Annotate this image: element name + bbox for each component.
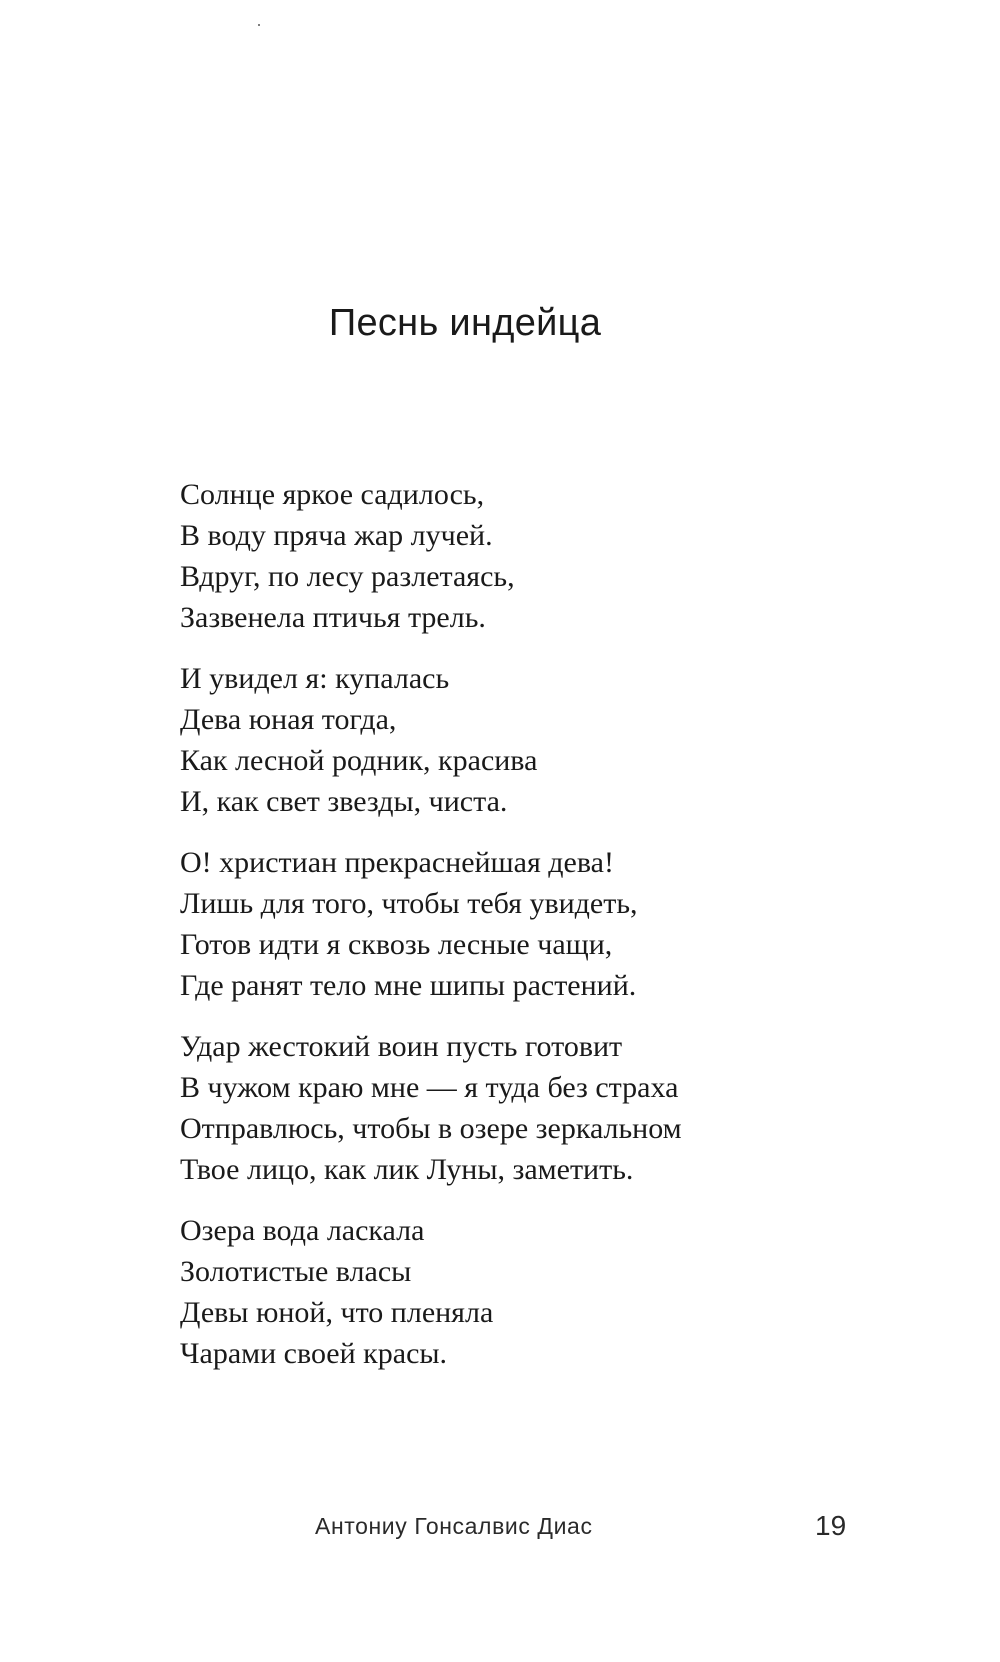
poem-line: Озера вода ласкала [180,1214,425,1247]
poem-line: Золотистые власы [180,1255,412,1288]
stanza [180,1026,900,1190]
poem-line: Вдруг, по лесу разлетаясь, [180,560,515,593]
poem-line: Солнце яркое садилось, [180,478,485,511]
poem-line: Отправлюсь, чтобы в озере зеркальном [180,1112,682,1145]
poem-line: Лишь для того, чтобы тебя увидеть, [180,887,638,920]
poem-line: О! христиан прекраснейшая дева! [180,846,614,879]
stanza [180,658,900,822]
page-number: 19 [815,1510,847,1541]
poem-line: И увидел я: купалась [180,662,450,695]
stanza [180,842,900,1006]
stanza [180,1210,900,1374]
poem-line: Где ранят тело мне шипы растений. [180,969,637,1002]
poem-line: Твое лицо, как лик Луны, заметить. [180,1153,634,1186]
running-footer-author: Антониу Гонсалвис Диас [315,1513,593,1539]
poem-line: В воду пряча жар лучей. [180,519,493,552]
poem-line: Зазвенела птичья трель. [180,601,486,634]
poem-title: Песнь индейца [328,302,602,344]
poem-line: В чужом краю мне — я туда без страха [180,1071,679,1104]
poem-line: Как лесной родник, красива [180,744,538,777]
poem-line: Чарами своей красы. [180,1337,448,1370]
poem-body [180,474,900,1394]
poem-line: И, как свет звезды, чиста. [180,785,508,818]
poem-line: Дева юная тогда, [180,703,397,736]
poem-line: Удар жестокий воин пусть готовит [180,1030,623,1063]
print-speck [258,24,260,26]
poem-line: Готов идти я сквозь лесные чащи, [180,928,613,961]
poem-line: Девы юной, что пленяла [180,1296,494,1329]
stanza [180,474,900,638]
